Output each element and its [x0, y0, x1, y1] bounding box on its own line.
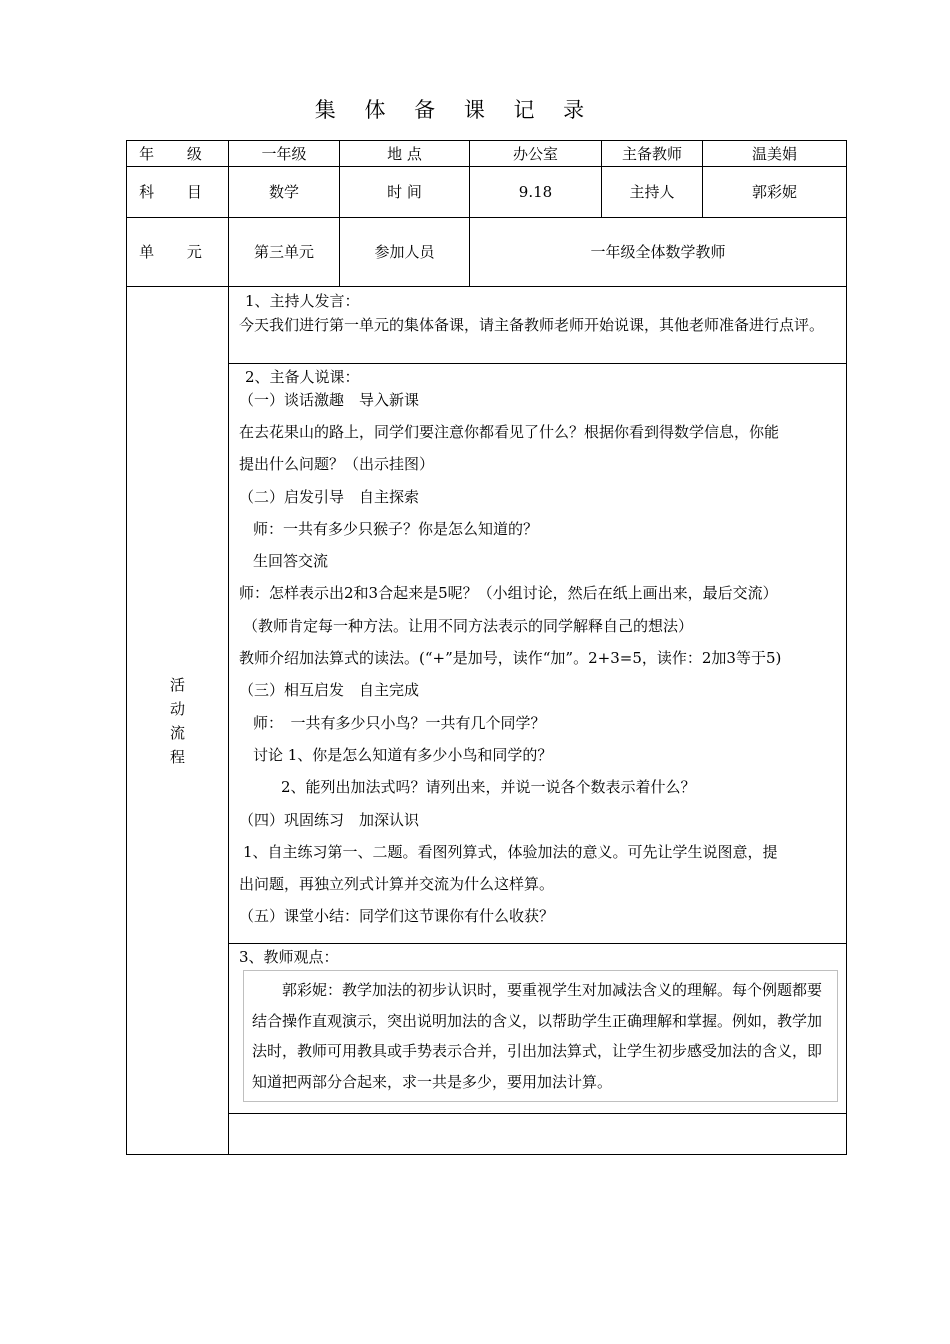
lead-teacher-label: 主备教师 [602, 141, 703, 167]
page-title: 集 体 备 课 记 录 [314, 98, 596, 122]
step-heading-4: （四）巩固练习 加深认识 [239, 810, 420, 829]
step-heading-2: （二）启发引导 自主探索 [239, 487, 420, 506]
subject-label: 科 目 [127, 167, 229, 218]
place-label: 地 点 [340, 141, 470, 167]
unit-label: 单 元 [127, 218, 229, 287]
activity-flow-label: 活 动 流 程 [127, 287, 229, 1155]
subject-value: 数学 [229, 167, 340, 218]
host-speech-heading: 1、主持人发言： [245, 292, 360, 310]
teacher-opinion-cell [229, 944, 847, 1114]
grade-label: 年 级 [127, 141, 229, 167]
participants-label: 参加人员 [340, 218, 470, 287]
grade-value: 一年级 [229, 141, 340, 167]
lesson-line: 1、自主练习第一、二题。看图列算式，体验加法的意义。可先让学生说图意，提 [243, 842, 778, 861]
step-heading-3: （三）相互启发 自主完成 [239, 681, 420, 700]
lesson-line: （教师肯定每一种方法。让用不同方法表示的同学解释自己的想法） [243, 616, 694, 635]
unit-value: 第三单元 [229, 218, 340, 287]
place-value: 办公室 [470, 141, 602, 167]
lead-teacher-value: 温美娟 [703, 141, 847, 167]
participants-value: 一年级全体数学教师 [470, 218, 847, 287]
lesson-line: 生回答交流 [253, 552, 329, 571]
lesson-line: 提出什么问题？（出示挂图） [239, 455, 435, 474]
section-host-speech [127, 287, 847, 364]
lesson-record-table [126, 140, 847, 1155]
step-heading-1: （一）谈话激趣 导入新课 [239, 391, 420, 409]
lesson-line: 教师介绍加法算式的读法。(“+”是加号，读作“加”。2+3=5，读作：2加3等于5) [239, 649, 782, 668]
section-teacher-opinion [127, 944, 847, 1114]
section-lead-presentation [127, 364, 847, 944]
step-heading-5: （五）课堂小结：同学们这节课你有什么收获？ [239, 907, 555, 926]
host-value: 郭彩妮 [703, 167, 847, 218]
host-label: 主持人 [602, 167, 703, 218]
empty-cell [229, 1114, 847, 1155]
teacher-opinion-box [243, 970, 838, 1102]
lead-presentation-heading: 2、主备人说课： [245, 368, 360, 386]
time-value: 9.18 [470, 167, 602, 218]
teacher-opinion-heading: 3、教师观点： [239, 948, 339, 966]
lesson-line: 师：一共有多少只猴子？你是怎么知道的？ [253, 519, 539, 538]
lesson-line: 师：怎样表示出2和3合起来是5呢？（小组讨论，然后在纸上画出来，最后交流） [239, 584, 778, 603]
host-speech-text: 今天我们进行第一单元的集体备课，请主备教师老师开始说课，其他老师准备进行点评。 [239, 316, 825, 334]
lesson-line: 师： 一共有多少只小鸟？一共有几个同学？ [253, 713, 546, 732]
host-speech-cell [229, 287, 847, 364]
header-row-grade [127, 141, 847, 167]
lesson-line: 在去花果山的路上，同学们要注意你都看见了什么？根据你看到得数学信息，你能 [239, 423, 780, 441]
empty-row [127, 1114, 847, 1155]
header-row-unit [127, 218, 847, 287]
header-row-subject [127, 167, 847, 218]
lead-presentation-cell [229, 364, 847, 944]
lesson-line: 出问题，再独立列式计算并交流为什么这样算。 [239, 875, 555, 894]
teacher-opinion-text: 郭彩妮：教学加法的初步认识时，要重视学生对加减法含义的理解。每个例题都要结合操作直观演示，突出说明加法的含义，以帮助学生正确理解和掌握。例如，教学加法时，教师可用教具或手势表示合并，引出加法算式，让学生初步感受加法的含义，即知道把两部分合起来，求一共是多少，要用加法计算。 [252, 981, 823, 1091]
time-label: 时 间 [340, 167, 470, 218]
lesson-line: 讨论 1、你是怎么知道有多少小鸟和同学的？ [253, 745, 553, 764]
lesson-line: 2、能列出加法式吗？请列出来，并说一说各个数表示着什么？ [281, 778, 696, 797]
